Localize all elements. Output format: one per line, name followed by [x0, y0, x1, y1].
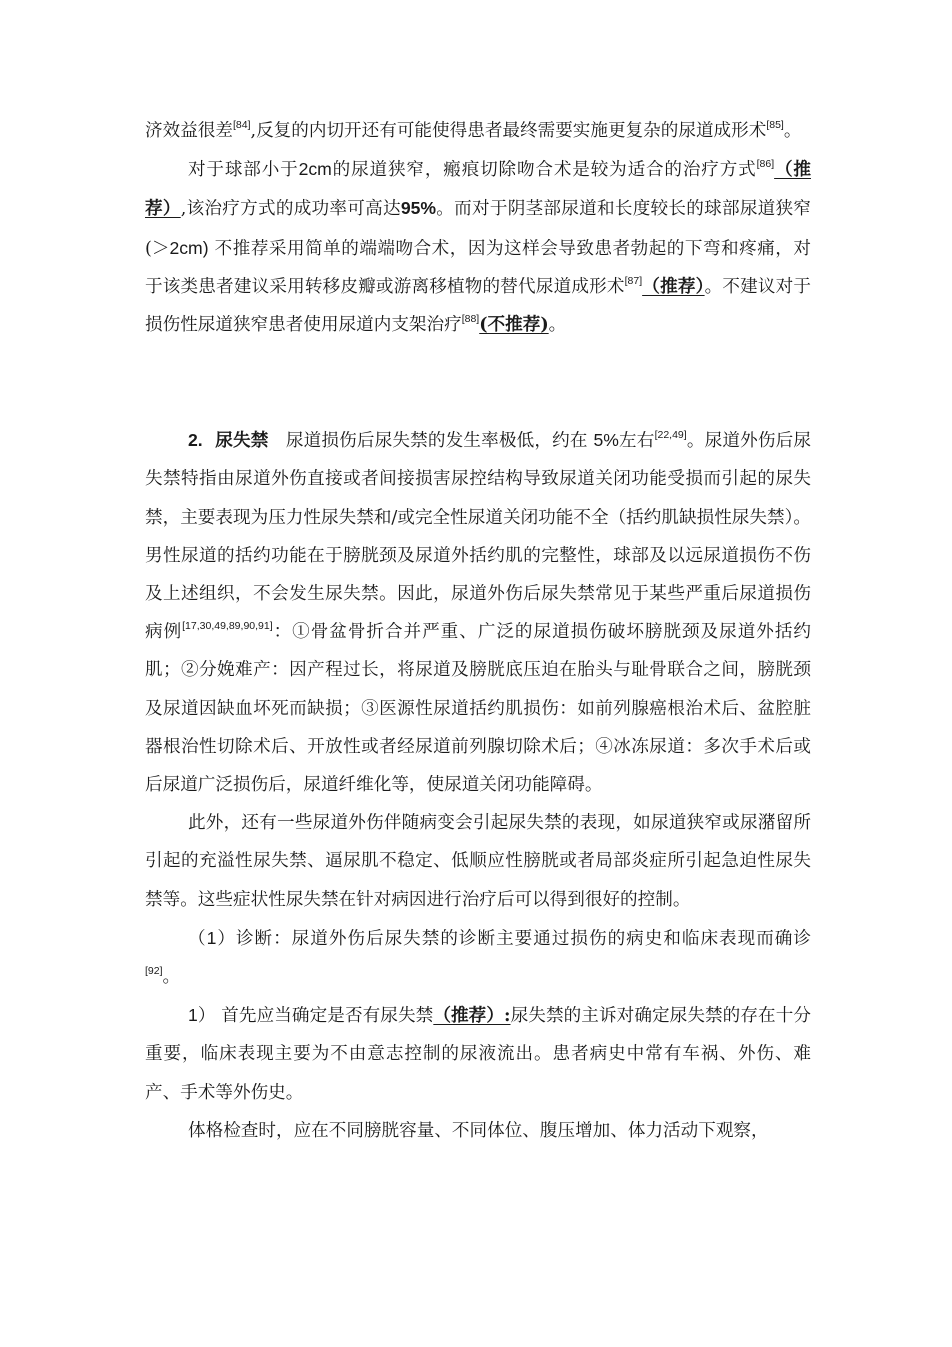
text-run: 尿道损伤后尿失禁的发生率极低，约在: [285, 431, 588, 452]
text-run: 不推荐采用简单的端端吻合术，因为这样会导致患者勃起的下弯和疼痛，对于该类患者建议采用转移皮瓣或游离移植物的替代尿道成形术: [145, 238, 811, 297]
list-number: 1）: [188, 1005, 216, 1026]
text-run: 。: [548, 315, 567, 336]
paragraph-2: [145, 150, 811, 344]
text-run: ：①骨盆骨折合并严重、广泛的尿道损伤破坏膀胱颈及尿道外括约肌；②分娩难产：因产程过长，将尿道及膀胱底压迫在胎头与耻骨联合之间，膀胱颈及尿道因缺血坏死而缺损；③医源性尿道括约肌损伤：如前列腺癌根治术后、盆腔脏器根治性切除术后、开放性或者经尿道前列腺切除术后；④冰冻尿道：多次手术后或后尿道广泛损伤后，尿道纤维化等，使尿道关闭功能障碍。: [145, 622, 811, 796]
text-run: ,该治疗方式的成功率可高达: [180, 199, 401, 220]
list-number: （1）: [188, 927, 236, 948]
recommendation-tag: （推荐）: [145, 159, 811, 220]
section-2-paragraph: [145, 421, 811, 804]
text-run: 左右: [618, 431, 655, 452]
citation-ref: [88]: [461, 313, 480, 326]
section-number: 2.: [188, 430, 203, 451]
text-run: 2cm: [298, 159, 332, 180]
recommendation-tag: （推荐）: [642, 275, 705, 297]
section-heading: [188, 430, 269, 451]
paragraph-1: [145, 112, 811, 150]
text-run: 。: [162, 967, 181, 988]
text-run: ＞2cm): [151, 237, 209, 258]
text-run: 对于球部小于: [188, 160, 299, 181]
citation-ref: [84]: [232, 119, 251, 132]
citation-ref: [87]: [624, 274, 643, 287]
citation-ref: [92]: [145, 965, 163, 978]
citation-ref: [86]: [756, 158, 775, 171]
text-run: 首先应当确定是否有尿失禁: [215, 1006, 434, 1027]
text-run: 诊断：尿道外伤后尿失禁的诊断主要通过损伤的病史和临床表现而确诊: [235, 928, 811, 949]
paragraph-gap: [145, 344, 811, 421]
text-run: 。不建议对于损伤性尿道狭窄患者使用尿道内支架治疗: [145, 276, 811, 336]
paragraph-4: 此外，还有一些尿道外伤伴随病变会引起尿失禁的表现，如尿道狭窄或尿潴留所引起的充溢性尿失禁、逼尿肌不稳定、低顺应性膀胱或者局部炎症所引起急迫性尿失禁等。这些症状性尿失禁在针对病因进行治疗后可以得到很好的控制。: [145, 813, 811, 910]
text-run: 5%: [593, 430, 619, 451]
text-run: 。而对于阴茎部尿道和长度较长的球部尿道狭窄(: [145, 199, 811, 259]
text-run: 的尿道狭窄，瘢痕切除吻合术是较为适合的治疗方式: [331, 160, 757, 181]
text-run: ,反复的内切开还有可能使得患者最终需要实施更复杂的尿道成形术: [250, 121, 767, 141]
citation-ref: [22,49]: [654, 429, 687, 442]
text-run: 济效益很差: [145, 121, 233, 141]
citation-ref: [17,30,49,89,90,91]: [182, 620, 273, 633]
text-run: 。尿道外伤后尿失禁特指由尿道外伤直接或者间接损害尿控结构导致尿道关闭功能受损而引起的尿失禁，主要表现为压力性尿失禁和/或完全性尿道关闭功能不全（括约肌缺损性尿失禁）。男性尿道的括约功能在于膀胱颈及尿道外括约肌的完整性，球部及以远尿道损伤不伤及上述组织，不会发生尿失禁。因此，尿道外伤后尿失禁常见于某些严重后尿道损伤病例: [145, 431, 811, 643]
citation-ref: [85]: [766, 119, 784, 132]
recommendation-tag: （推荐）:: [433, 1005, 511, 1027]
text-run: 。: [783, 121, 802, 141]
document-page: [145, 112, 811, 1150]
text-run: 尿失禁的主诉对确定尿失禁的存在十分重要，临床表现主要为不由意志控制的尿液流出。患者病史中常有车祸、外伤、难产、手术等外伤史。: [145, 1006, 811, 1103]
recommendation-tag: (不推荐): [479, 314, 549, 336]
paragraph-7: 体格检查时，应在不同膀胱容量、不同体位、腹压增加、体力活动下观察，: [188, 1120, 769, 1141]
text-run: 95%: [400, 198, 437, 219]
section-title: 尿失禁: [215, 430, 269, 452]
paragraph-6: [145, 996, 811, 1112]
paragraph-5: [145, 919, 811, 996]
